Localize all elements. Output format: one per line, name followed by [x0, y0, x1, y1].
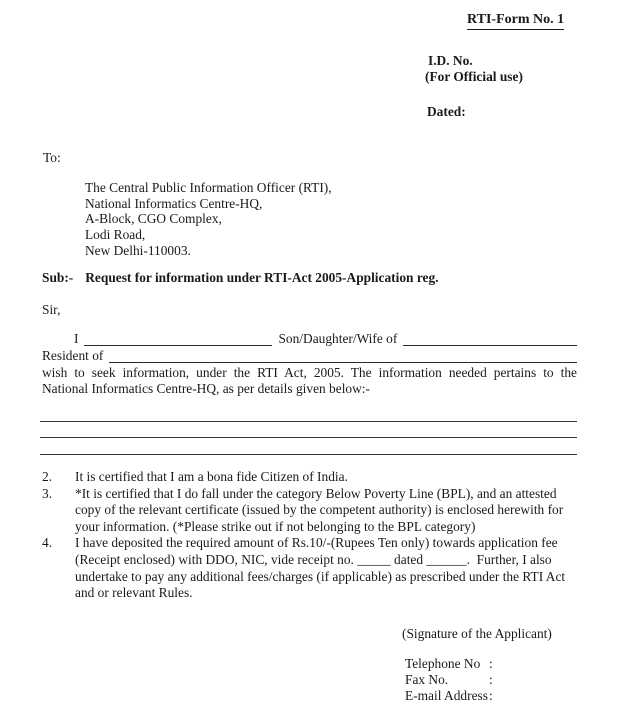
information-details-blanks	[40, 421, 577, 470]
item-text-line: It is certified that I am a bona fide Citizen of India.	[75, 469, 348, 484]
resident-of-label: Resident of	[42, 347, 104, 363]
contact-row-email	[405, 688, 493, 704]
item-number: 3.	[42, 485, 53, 501]
recipient-address	[85, 180, 332, 259]
item-text-line: *It is certified that I do fall under the category Below Poverty Line (BPL), and an attested	[75, 485, 557, 501]
id-block	[425, 53, 523, 85]
address-line: New Delhi-110003.	[85, 242, 191, 258]
official-use-label: (For Official use)	[425, 69, 523, 85]
address-line: National Informatics Centre-HQ,	[85, 195, 263, 211]
item-number: 4.	[42, 535, 53, 551]
subject-line	[42, 270, 439, 286]
relation-name-blank[interactable]	[403, 333, 577, 346]
resident-address-blank[interactable]	[109, 350, 577, 363]
item-text-line: (Receipt enclosed) with DDO, NIC, vide receipt no. _____ dated ______. Further, I also	[75, 551, 552, 567]
contact-row-fax	[405, 672, 493, 688]
intro-text-line: National Informatics Centre-HQ, as per details given below:-	[42, 380, 370, 396]
salutation: Sir,	[42, 302, 61, 317]
contact-row-telephone	[405, 656, 493, 672]
address-line: Lodi Road,	[85, 227, 146, 243]
dated-label: Dated:	[427, 104, 466, 119]
intro-text-line: wish to seek information, under the RTI Act, 2005. The information needed pertains to the	[42, 364, 577, 380]
item-text-line: and or relevant Rules.	[75, 585, 193, 601]
item-text-line: your information. (*Please strike out if not belonging to the BPL category)	[75, 518, 476, 534]
contact-colon: :	[489, 671, 493, 687]
telephone-label: Telephone No	[405, 656, 481, 671]
contact-colon: :	[489, 687, 493, 703]
certification-item	[42, 486, 578, 536]
signature-label: (Signature of the Applicant)	[402, 626, 552, 641]
details-blank-line[interactable]	[40, 454, 577, 455]
certification-item	[42, 469, 578, 486]
form-number-heading: RTI-Form No. 1	[467, 12, 564, 30]
intro-paragraph	[42, 330, 577, 397]
fax-label: Fax No.	[405, 671, 449, 687]
item-text-line: undertake to pay any additional fees/charges (if applicable) as prescribed under the RTI Act	[75, 568, 566, 584]
address-line: A-Block, CGO Complex,	[85, 211, 222, 227]
details-blank-line[interactable]	[40, 437, 577, 438]
subject-text: Request for information under RTI-Act 2005-Application reg.	[85, 270, 439, 285]
item-text-line: I have deposited the required amount of Rs.10/-(Rupees Ten only) towards application fee	[75, 535, 558, 551]
relation-label: Son/Daughter/Wife of	[278, 330, 398, 346]
item-number: 2.	[42, 469, 53, 484]
applicant-name-blank[interactable]	[84, 333, 272, 346]
item-text-line: copy of the relevant certificate (issued by the competent authority) is enclosed herewith for	[75, 502, 564, 518]
i-label: I	[74, 330, 79, 346]
certification-list	[42, 469, 578, 602]
details-blank-line[interactable]	[40, 421, 577, 422]
contact-block	[405, 656, 493, 704]
to-label: To:	[43, 150, 61, 165]
address-line: The Central Public Information Officer (RTI),	[85, 180, 332, 195]
certification-item	[42, 535, 578, 601]
contact-colon: :	[489, 656, 493, 671]
email-label: E-mail Address	[405, 687, 488, 703]
subject-label: Sub:-	[42, 270, 74, 285]
id-no-label: I.D. No.	[428, 53, 473, 68]
